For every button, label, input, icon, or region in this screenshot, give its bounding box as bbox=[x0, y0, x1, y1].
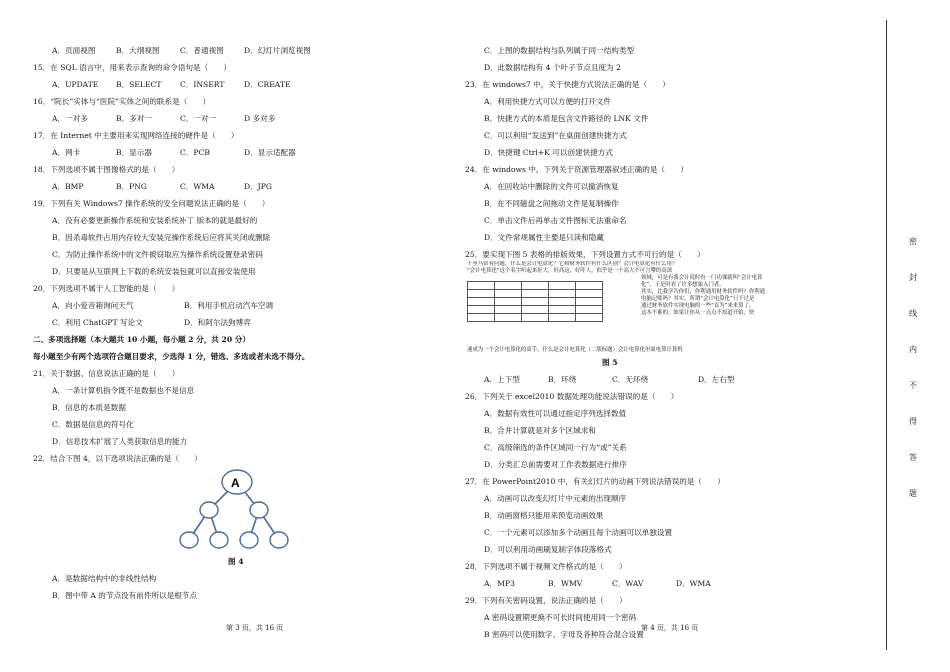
option: D．显示适配器 bbox=[244, 148, 296, 157]
q24-option-d: D．文件常规属性主要是只读和隐藏 bbox=[484, 233, 604, 242]
q26-option-a: A．数据有效性可以通过指定序列选择数值 bbox=[484, 409, 627, 418]
question-28: 28．下列选项不属于视频文件格式的是（ ） bbox=[465, 562, 627, 571]
question-21: 21．关于数据、信息说法正确的是（ ） bbox=[33, 369, 180, 378]
option: A．上下型 bbox=[484, 375, 520, 384]
question-18: 18．下列选项不属于图像格式的是（ ） bbox=[33, 165, 180, 174]
question-15: 15．在 SQL 语言中，用来表示查询的命令语句是（ ） bbox=[33, 63, 232, 72]
option: D 多对多 bbox=[244, 114, 276, 123]
q22-option-d: D．此数据结构有 4 个叶子节点且度为 2 bbox=[484, 63, 621, 72]
q19-option-a: A．没有必要更新操作系统和安装系统补丁 版本的就是最好的 bbox=[52, 216, 258, 225]
q22-option-b: B．图中带 A 的节点没有前件所以是根节点 bbox=[52, 591, 197, 600]
q27-option-d: D．可以利用动画刷复制字体段落格式 bbox=[484, 545, 612, 554]
q27-option-c: C．一个元素可以添加多个动画且每个动画可以单独设置 bbox=[484, 528, 673, 537]
question-27: 27．在 PowerPoint2010 中，有关幻灯片的动画下列说法错误的是（ ） bbox=[465, 477, 725, 486]
tree-root-label: A bbox=[231, 476, 240, 490]
option: B．显示器 bbox=[116, 148, 152, 157]
seal-char: 答 bbox=[909, 453, 917, 462]
option: C．INSERT bbox=[180, 80, 225, 89]
figure-5-text-bottom: 速成为一个会计电算化的高手，什么是会计电算化（二版标题）会计电算化里面电算计算机 bbox=[467, 347, 683, 353]
option: B．PNG bbox=[116, 182, 147, 191]
option: B．WMV bbox=[548, 579, 583, 588]
tree-node bbox=[200, 502, 218, 518]
tree-node bbox=[250, 502, 268, 518]
page-footer-right: 第 4 页，共 16 页 bbox=[641, 624, 699, 632]
question-26: 26．下列关于 excel2010 数据处理功能说法错误的是（ ） bbox=[465, 392, 679, 401]
question-29: 29．下列有关密码设置，说法正确的是（ ） bbox=[465, 596, 627, 605]
section-2-title: 二、多项选择题（本大题共 10 小题，每小题 2 分，共 20 分） bbox=[33, 335, 250, 344]
figure-5-line: 化”，千是时看了许多想象入门者。 bbox=[641, 282, 725, 288]
tree-leaf-node bbox=[270, 532, 288, 548]
figure-5-line: 其实，比我学告你们，你利通用财务软件吗？你利通 bbox=[641, 289, 765, 295]
question-20: 20．下列选项不属于人工智能的是（ ） bbox=[33, 284, 180, 293]
q26-option-d: D．分类汇总前需要对工作表数据进行排序 bbox=[484, 460, 627, 469]
seal-char: 封 bbox=[909, 273, 917, 282]
figure-5-text-wrap bbox=[641, 275, 765, 317]
q29-option-b: B 密码可以使用数字、字母及各种符合混合设置 bbox=[484, 630, 644, 639]
q23-option-b: B．快捷方式的本质是包含文件路径的 LNK 文件 bbox=[484, 114, 649, 123]
seal-char: 内 bbox=[909, 345, 917, 354]
q20-option-c: C．利用 ChatGPT 写论文 bbox=[52, 318, 143, 327]
q26-option-c: C．高级筛选的条件区域同一行为“或”关系 bbox=[484, 443, 627, 452]
q22-option-c: C．上图的数据结构与队列属于同一结构类型 bbox=[484, 46, 635, 55]
figure-5-line: 电脑记账吗？其实，所谓“会计电算化”只不过是 bbox=[641, 296, 755, 302]
q24-option-c: C．单击文件后再单击文件图标无法重命名 bbox=[484, 216, 627, 225]
option: B．SELECT bbox=[116, 80, 162, 89]
q22-option-a: A．是数据结构中的非线性结构 bbox=[52, 574, 157, 583]
option: B．大纲视图 bbox=[116, 46, 160, 55]
question-19: 19．下列有关 Windows7 操作系统的安全问题说法正确的是（ ） bbox=[33, 199, 270, 208]
question-17: 17．在 Internet 中主要用来实现网络连接的硬件是（ ） bbox=[33, 131, 239, 140]
option: A．一对多 bbox=[52, 114, 88, 123]
option: C．无环绕 bbox=[612, 375, 649, 384]
q24-option-a: A．在回收站中删除的文件可以撤消恢复 bbox=[484, 182, 619, 191]
q21-option-a: A．一条计算机指令既不是数据也不是信息 bbox=[52, 386, 195, 395]
option: A．MP3 bbox=[484, 579, 515, 588]
seal-char: 密 bbox=[909, 237, 917, 246]
q23-option-d: D．快捷键 Ctrl+K 可以创建快捷方式 bbox=[484, 148, 613, 157]
figure-5-line: 通过财务软件实现电脑的一些“首为”来来算了， bbox=[641, 303, 755, 309]
figure-5-text-top bbox=[467, 261, 677, 275]
figure-5-line: 领域，可是有我会计说时有一门功课就叫“会计电算 bbox=[641, 275, 763, 281]
option: D．WMA bbox=[676, 579, 711, 588]
option: D．JPG bbox=[244, 182, 272, 191]
question-25: 25．要实现下图 5 表格的排版效果，下列设置方式不可行的是（ ） bbox=[465, 250, 705, 259]
figure-4-caption: 图 4 bbox=[228, 557, 244, 566]
q19-option-c: C．为防止操作系统中的文件被窃取应为操作系统设置登录密码 bbox=[52, 250, 263, 259]
q21-option-b: B．信息的本质是数据 bbox=[52, 403, 126, 412]
option: C．WMA bbox=[180, 182, 215, 191]
seal-char: 线 bbox=[909, 309, 917, 318]
figure-5-line: 这本不难的。如果让你从一点点不知道开始，快 bbox=[641, 310, 755, 316]
seal-char: 得 bbox=[909, 417, 917, 426]
figure-5-line: “会计电算化”这个名字听起来好大，好高这，好吓人，似乎是一个高大不可言攀的高深 bbox=[467, 268, 673, 274]
question-22: 22．结合下图 4，以下选项说法正确的是（ ） bbox=[33, 454, 202, 463]
option: C．普通视图 bbox=[180, 46, 224, 55]
q26-option-b: B．合并计算就是对多个区域求和 bbox=[484, 426, 596, 435]
option: C．一对一 bbox=[180, 114, 217, 123]
tree-leaf-node bbox=[210, 532, 228, 548]
seal-char: 题 bbox=[909, 489, 917, 498]
figure-4-tree bbox=[175, 466, 305, 554]
q19-option-d: D．只要是从互联网上下载的系统安装包就可以直接安装使用 bbox=[52, 267, 256, 276]
option: B．环绕 bbox=[548, 375, 577, 384]
tree-leaf-node bbox=[240, 532, 258, 548]
q23-option-a: A．利用快捷方式可以方便的打开文件 bbox=[484, 97, 611, 106]
option: A．网卡 bbox=[52, 148, 81, 157]
seal-char: 不 bbox=[909, 381, 917, 390]
page-footer-left: 第 3 页，共 16 页 bbox=[226, 624, 284, 632]
question-16: 16．“院长”实体与“医院”实体之间的联系是（ ） bbox=[33, 97, 211, 106]
q24-option-b: B．在不同磁盘之间拖动文件是复制操作 bbox=[484, 199, 619, 208]
figure-5-caption: 图 5 bbox=[602, 358, 618, 367]
q27-option-b: B．动画窗格只能用来预览动画效果 bbox=[484, 511, 604, 520]
q27-option-a: A．动画可以改变幻灯片中元素的出现顺序 bbox=[484, 494, 627, 503]
figure-5 bbox=[467, 261, 783, 357]
option: C．PCB bbox=[180, 148, 210, 157]
figure-5-table bbox=[467, 281, 603, 322]
option: D．幻灯片浏览视图 bbox=[244, 46, 311, 55]
option: A．页面视图 bbox=[52, 46, 96, 55]
q20-option-b: B．利用手机启动汽车空调 bbox=[184, 301, 274, 310]
q23-option-c: C．可以利用“发送到”在桌面创建快捷方式 bbox=[484, 131, 627, 140]
option: B．多对一 bbox=[116, 114, 152, 123]
question-24: 24．在 windows 中，下列关于资源管理器叙述正确的是（ ） bbox=[465, 165, 688, 174]
option: C．WAV bbox=[612, 579, 644, 588]
q20-option-d: D．和阿尔法狗博弈 bbox=[184, 318, 251, 327]
question-23: 23．在 windows7 中，关于快捷方式说法正确的是（ ） bbox=[465, 80, 670, 89]
q19-option-b: B．因杀毒软件占用内存较大安装完操作系统后应将其关闭或删除 bbox=[52, 233, 271, 242]
figure-5-line: 千里马常有问题，什么是会计电算化？它和财务软件有什么区别？会计电算化有什么用？ bbox=[467, 261, 678, 267]
q20-option-a: A．向小爱音箱询问天气 bbox=[52, 301, 134, 310]
option: D．左右型 bbox=[698, 375, 735, 384]
option: A．UPDATE bbox=[52, 80, 99, 89]
option: A．BMP bbox=[52, 182, 84, 191]
q29-option-a: A 密码设置期更换不可长时间使用同一个密码 bbox=[484, 613, 637, 622]
section-2-note: 每小题至少有两个选项符合题目要求，少选得 1 分，错选、多选或者未选不得分。 bbox=[33, 352, 310, 361]
q21-option-d: D．信息技术扩展了人类获取信息的能力 bbox=[52, 437, 188, 446]
option: D．CREATE bbox=[244, 80, 291, 89]
tree-leaf-node bbox=[180, 532, 198, 548]
q21-option-c: C．数据是信息的符号化 bbox=[52, 420, 134, 429]
binding-line bbox=[886, 20, 887, 650]
